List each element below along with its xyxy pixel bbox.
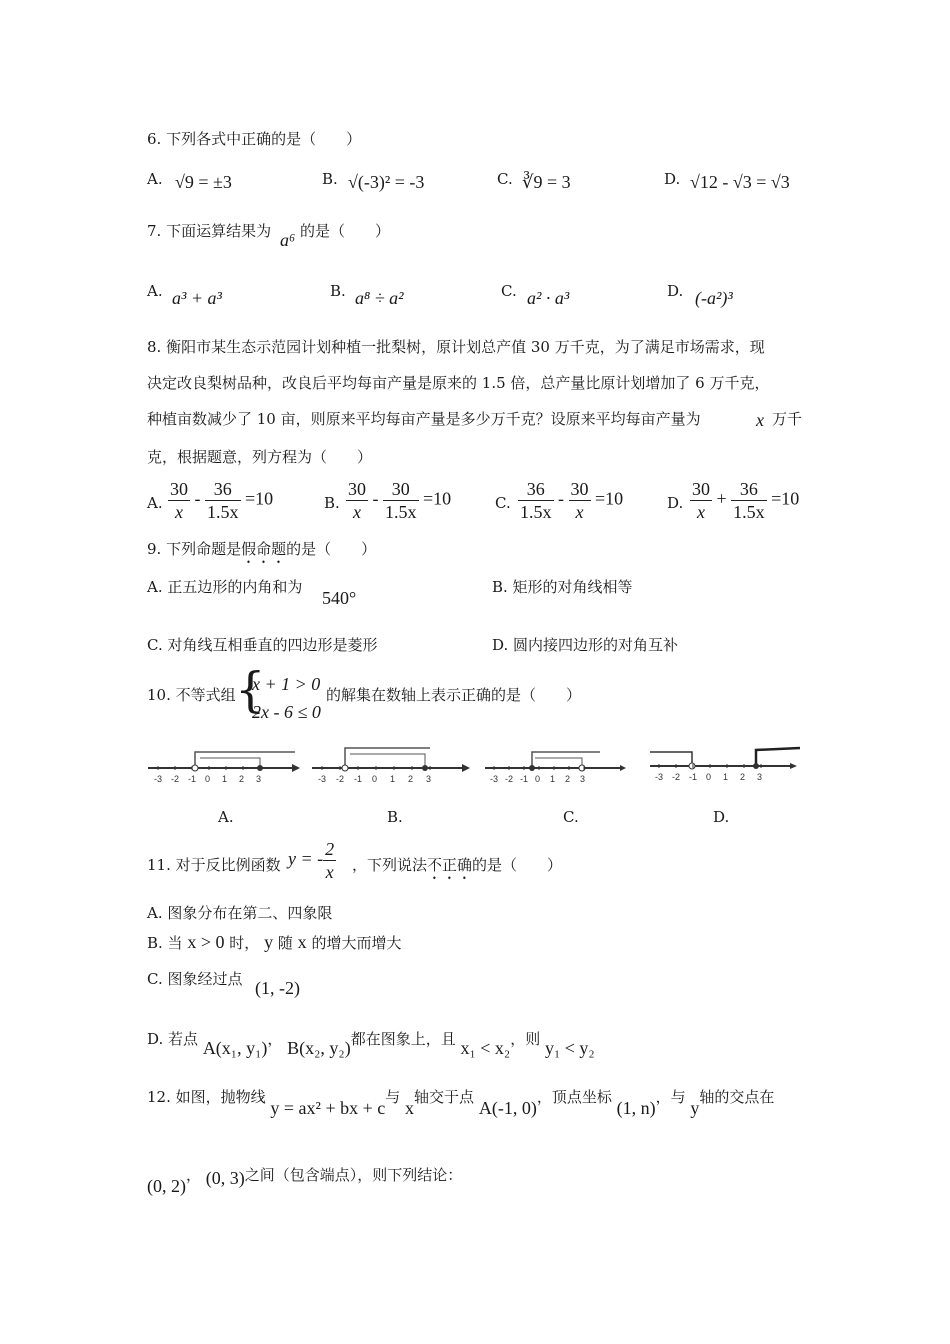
q12-stem-line-2: (0, 2)， (0, 3)之间（包含端点），则下列结论：	[147, 1166, 463, 1196]
q9-option-b: B. 矩形的对角线相等	[492, 578, 633, 596]
q11-stem-pre: 11. 对于反比例函数	[147, 856, 281, 874]
tick-label: -2	[336, 774, 345, 784]
tick-label: 0	[205, 774, 211, 784]
number-line-c	[485, 752, 626, 771]
tick-label: -1	[520, 774, 529, 784]
q7-stem-expr: a⁶	[280, 230, 296, 250]
tick-label: -1	[689, 772, 698, 782]
tick-label: -3	[655, 772, 664, 782]
q8-option-c: $\frac{36}{1.5x}$ - $\frac{30}{x}$ =10	[520, 479, 624, 522]
q9-option-a: A. 正五边形的内角和为	[147, 578, 303, 596]
q12-stem-line-1: 12. 如图，抛物线 y = ax² + bx + c与 x轴交于点 A(-1, 0)，顶点坐标 (1, n)，与 y轴的交点在	[147, 1088, 775, 1118]
tick-label: 1	[723, 772, 729, 782]
q11-option-c-point: (1, -2)	[255, 978, 300, 998]
tick-label: 3	[580, 774, 586, 784]
q10-inequality-1: x + 1 > 0	[252, 674, 321, 694]
q10-number-lines	[140, 738, 820, 788]
tick-label: -3	[318, 774, 327, 784]
q6-option-c-label: C.	[497, 170, 513, 188]
tick-label: 2	[565, 774, 571, 784]
q10-inequality-2: 2x - 6 ≤ 0	[252, 702, 321, 722]
q11-function: y = - $\frac{2}{x}$	[288, 839, 335, 882]
q10-brace: {	[235, 662, 266, 718]
q7-stem-pre: 7. 下面运算结果为	[147, 222, 272, 240]
q10-stem-post: 的解集在数轴上表示正确的是（ ）	[326, 686, 582, 704]
q8-line-3-var: x	[756, 410, 764, 430]
q8-line-3: 种植亩数减少了 10 亩，则原来平均每亩产量是多少万千克？设原来平均每亩产量为	[147, 410, 701, 428]
number-line-b	[312, 748, 470, 772]
q6-option-a-label: A.	[147, 170, 163, 188]
q8-option-b: $\frac{30}{x}$ - $\frac{30}{1.5x}$ =10	[348, 479, 452, 522]
q7-option-d-label: D.	[667, 282, 684, 300]
tick-label: 2	[239, 774, 245, 784]
q8-line-1: 8. 衡阳市某生态示范园计划种植一批梨树，原计划总产值 30 万千克，为了满足市场需求，现	[147, 338, 765, 356]
tick-label: 3	[256, 774, 262, 784]
tick-label: 1	[390, 774, 396, 784]
tick-label: 0	[706, 772, 712, 782]
tick-label: 3	[426, 774, 432, 784]
q8-line-2: 决定改良梨树品种，改良后平均每亩产量是原来的 1.5 倍，总产量比原计划增加了 6 万千克，	[147, 374, 770, 392]
tick-label: 3	[757, 772, 763, 782]
q10-label-d: D.	[713, 808, 730, 826]
q7-option-c: a² · a³	[527, 288, 570, 308]
tick-label: -2	[672, 772, 681, 782]
q7-option-c-label: C.	[501, 282, 517, 300]
q11-option-d: D. 若点 A(x₁, y₁)， B(x₂, y₂)都在图象上，且 x₁ < x₂，则 y₁ < y₂	[147, 1030, 595, 1058]
q8-line-3-end: 万千	[772, 410, 803, 428]
tick-label: 2	[408, 774, 414, 784]
tick-label: 0	[372, 774, 378, 784]
q8-line-4: 克，根据题意，列方程为（ ）	[147, 448, 373, 466]
q7-option-b: a⁸ ÷ a²	[355, 288, 404, 308]
q7-option-a: a³ + a³	[172, 288, 222, 308]
q6-option-c: ∛9 = 3	[522, 172, 571, 192]
q7-option-d: (-a²)³	[695, 288, 733, 308]
q6-stem: 6. 下列各式中正确的是（ ）	[147, 130, 362, 148]
q6-option-b-label: B.	[322, 170, 338, 188]
q8-option-b-label: B.	[324, 494, 340, 512]
q11-option-b: B. 当 x > 0 时， y 随 x 的增大而增大	[147, 932, 402, 952]
q7-option-b-label: B.	[330, 282, 346, 300]
q7-stem-post: 的是（ ）	[300, 222, 391, 240]
q11-stem-post: ，下列说法不正确的是（ ）	[352, 856, 563, 874]
tick-label: -2	[171, 774, 180, 784]
tick-label: -1	[188, 774, 197, 784]
number-line-a	[148, 752, 300, 772]
q9-option-d: D. 圆内接四边形的对角互补	[492, 636, 679, 654]
q10-label-a: A.	[218, 808, 234, 826]
tick-label: -1	[354, 774, 363, 784]
q7-option-a-label: A.	[147, 282, 163, 300]
q6-option-a: √9 = ±3	[175, 172, 232, 192]
q9-option-a-value: 540°	[322, 588, 357, 608]
q10-stem-pre: 10. 不等式组	[147, 686, 236, 704]
tick-label: 2	[740, 772, 746, 782]
q8-option-d: $\frac{30}{x}$ + $\frac{36}{1.5x}$ =10	[692, 479, 800, 522]
q8-option-c-label: C.	[495, 494, 511, 512]
q6-option-d-label: D.	[664, 170, 681, 188]
q8-option-d-label: D.	[667, 494, 684, 512]
tick-label: -2	[505, 774, 514, 784]
q6-option-b: √(-3)² = -3	[348, 172, 425, 192]
q11-option-c: C. 图象经过点	[147, 970, 243, 988]
q9-option-c: C. 对角线互相垂直的四边形是菱形	[147, 636, 378, 654]
tick-label: 1	[222, 774, 228, 784]
tick-label: -3	[490, 774, 499, 784]
q10-label-b: B.	[387, 808, 403, 826]
tick-label: 0	[535, 774, 541, 784]
q11-option-a: A. 图象分布在第二、四象限	[147, 904, 333, 922]
q8-option-a-label: A.	[147, 494, 163, 512]
q9-stem: 9. 下列命题是假命题的是（ ）	[147, 540, 377, 558]
number-line-d	[650, 748, 800, 769]
q8-option-a: $\frac{30}{x}$ - $\frac{36}{1.5x}$ =10	[170, 479, 274, 522]
q10-label-c: C.	[563, 808, 579, 826]
q6-option-d: √12 - √3 = √3	[690, 172, 790, 192]
tick-label: -3	[154, 774, 163, 784]
tick-label: 1	[550, 774, 556, 784]
